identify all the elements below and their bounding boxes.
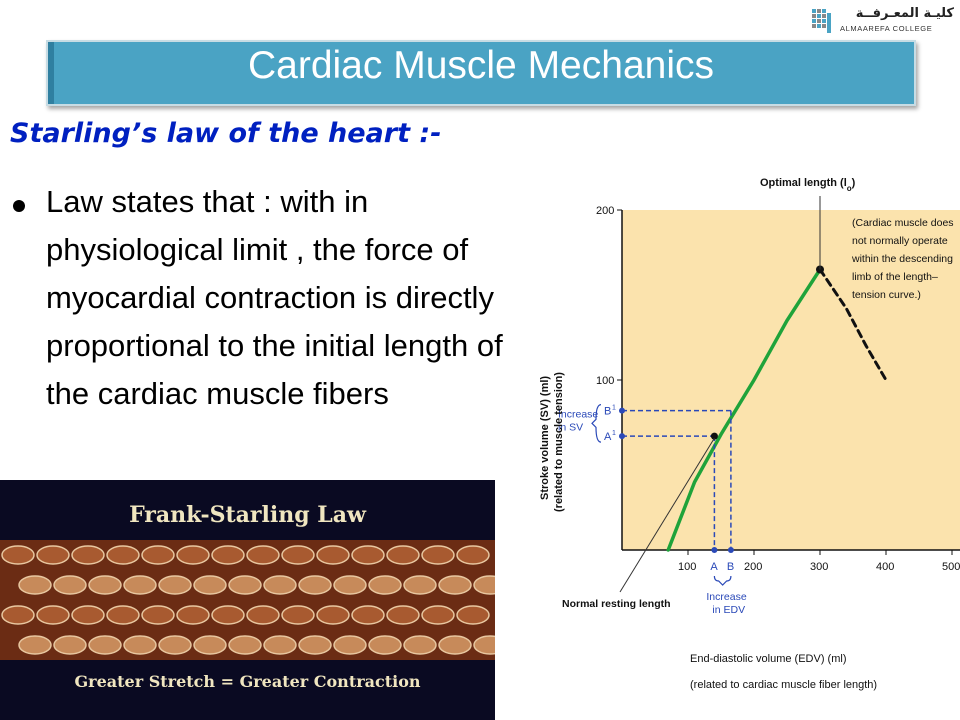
increase-edv-label: in EDV xyxy=(712,604,746,616)
muscle-fiber xyxy=(282,546,314,564)
muscle-fiber xyxy=(247,546,279,564)
muscle-fiber xyxy=(19,576,51,594)
muscle-fiber xyxy=(19,636,51,654)
muscle-fiber xyxy=(54,576,86,594)
muscle-fiber xyxy=(124,636,156,654)
muscle-fiber xyxy=(387,606,419,624)
muscle-fiber xyxy=(229,576,261,594)
muscle-fiber xyxy=(369,576,401,594)
muscle-fiber xyxy=(2,546,34,564)
muscle-fiber xyxy=(247,606,279,624)
muscle-fiber xyxy=(334,636,366,654)
muscle-fiber xyxy=(439,636,471,654)
muscle-fiber xyxy=(177,546,209,564)
muscle-fiber xyxy=(2,606,34,624)
college-logo-icon xyxy=(812,9,832,33)
descending-limb-note: tension curve.) xyxy=(852,289,921,301)
muscle-fiber xyxy=(72,606,104,624)
muscle-fiber xyxy=(72,546,104,564)
point-a1-axis-marker xyxy=(619,433,625,439)
increase-sv-label: in SV xyxy=(558,421,584,434)
point-b-label: B xyxy=(726,561,735,573)
muscle-fiber xyxy=(422,546,454,564)
muscle-fiber xyxy=(299,576,331,594)
increase-edv-brace xyxy=(714,576,731,585)
point-b1-label: B xyxy=(604,405,612,418)
optimal-length-subscript: o xyxy=(846,183,852,193)
muscle-fiber xyxy=(142,606,174,624)
muscle-fiber xyxy=(457,606,489,624)
muscle-fiber xyxy=(299,636,331,654)
muscle-fiber xyxy=(142,546,174,564)
muscle-fiber xyxy=(282,606,314,624)
descending-limb-note: not normally operate xyxy=(852,235,948,247)
increase-sv-label: Increase xyxy=(558,408,599,421)
y-axis-title: Stroke volume (SV) (ml) xyxy=(539,375,551,500)
x-tick-label: 300 xyxy=(810,561,829,573)
muscle-fiber xyxy=(194,636,226,654)
muscle-fiber xyxy=(107,546,139,564)
point-a-axis-marker xyxy=(711,547,717,553)
muscle-fiber xyxy=(177,606,209,624)
y-tick-label: 100 xyxy=(596,375,615,387)
muscle-fiber xyxy=(334,576,366,594)
point-a1-prime: 1 xyxy=(612,430,616,438)
muscle-fiber xyxy=(369,636,401,654)
frank-starling-chart xyxy=(500,160,960,720)
muscle-fiber xyxy=(194,576,226,594)
video-title: Frank-Starling Law xyxy=(129,502,366,528)
muscle-fiber xyxy=(229,636,261,654)
x-tick-label: 200 xyxy=(744,561,763,573)
x-axis-subtitle: (related to cardiac muscle fiber length) xyxy=(690,679,878,691)
title-bar xyxy=(46,40,916,106)
x-axis-title: End-diastolic volume (EDV) (ml) xyxy=(690,653,847,665)
point-a-label: A xyxy=(710,561,718,573)
video-panel[interactable] xyxy=(0,480,495,720)
muscle-fiber xyxy=(317,546,349,564)
increase-edv-label: Increase xyxy=(706,591,747,603)
descending-limb-note: limb of the length– xyxy=(852,271,938,283)
slide-title: Cardiac Muscle Mechanics xyxy=(247,44,714,87)
descending-limb-note: within the descending xyxy=(852,253,953,265)
point-a1-label: A xyxy=(604,431,612,444)
muscle-fiber xyxy=(352,606,384,624)
muscle-fiber xyxy=(37,546,69,564)
bullet-icon xyxy=(13,200,25,212)
y-axis-subtitle: (related to muscle tension) xyxy=(553,372,565,512)
video-caption: Greater Stretch = Greater Contraction xyxy=(74,672,421,691)
normal-resting-label: Normal resting length xyxy=(562,598,671,610)
muscle-fiber xyxy=(264,576,296,594)
muscle-fiber xyxy=(54,636,86,654)
muscle-fiber xyxy=(352,546,384,564)
muscle-fiber xyxy=(439,576,471,594)
muscle-fiber xyxy=(387,546,419,564)
muscle-fiber xyxy=(264,636,296,654)
muscle-fiber xyxy=(124,576,156,594)
slide-subtitle: Starling’s law of the heart :- xyxy=(10,118,442,149)
college-logo xyxy=(812,6,954,36)
muscle-fiber xyxy=(107,606,139,624)
muscle-fiber xyxy=(422,606,454,624)
x-tick-label: 500 xyxy=(942,561,960,573)
optimal-length-close: ) xyxy=(851,177,856,189)
bullet-text: Law states that : with in physiological limit , the force of myocardial contraction is directly proportional to the initial length of the cardiac muscle fibers xyxy=(46,184,503,411)
descending-limb-note: (Cardiac muscle does xyxy=(852,217,954,229)
point-b-axis-marker xyxy=(728,547,734,553)
muscle-fiber xyxy=(212,546,244,564)
logo-arabic-name: كليـة المعـرفــة xyxy=(855,6,954,21)
muscle-fiber xyxy=(212,606,244,624)
x-tick-label: 400 xyxy=(876,561,895,573)
point-b1-prime: 1 xyxy=(612,404,616,412)
optimal-length-label: Optimal length $(l_o)$ xyxy=(760,177,856,193)
muscle-fiber xyxy=(317,606,349,624)
muscle-fiber xyxy=(404,636,436,654)
logo-english-name: ALMAAREFA COLLEGE xyxy=(840,24,933,33)
muscle-fiber xyxy=(89,636,121,654)
x-tick-label: 100 xyxy=(678,561,697,573)
muscle-fiber-illustration xyxy=(0,540,495,660)
muscle-fiber xyxy=(89,576,121,594)
muscle-fiber xyxy=(457,546,489,564)
point-b1-axis-marker xyxy=(619,408,625,414)
muscle-fiber xyxy=(37,606,69,624)
muscle-fiber xyxy=(159,576,191,594)
muscle-fiber xyxy=(159,636,191,654)
muscle-fiber xyxy=(404,576,436,594)
y-tick-label: 200 xyxy=(596,205,615,217)
